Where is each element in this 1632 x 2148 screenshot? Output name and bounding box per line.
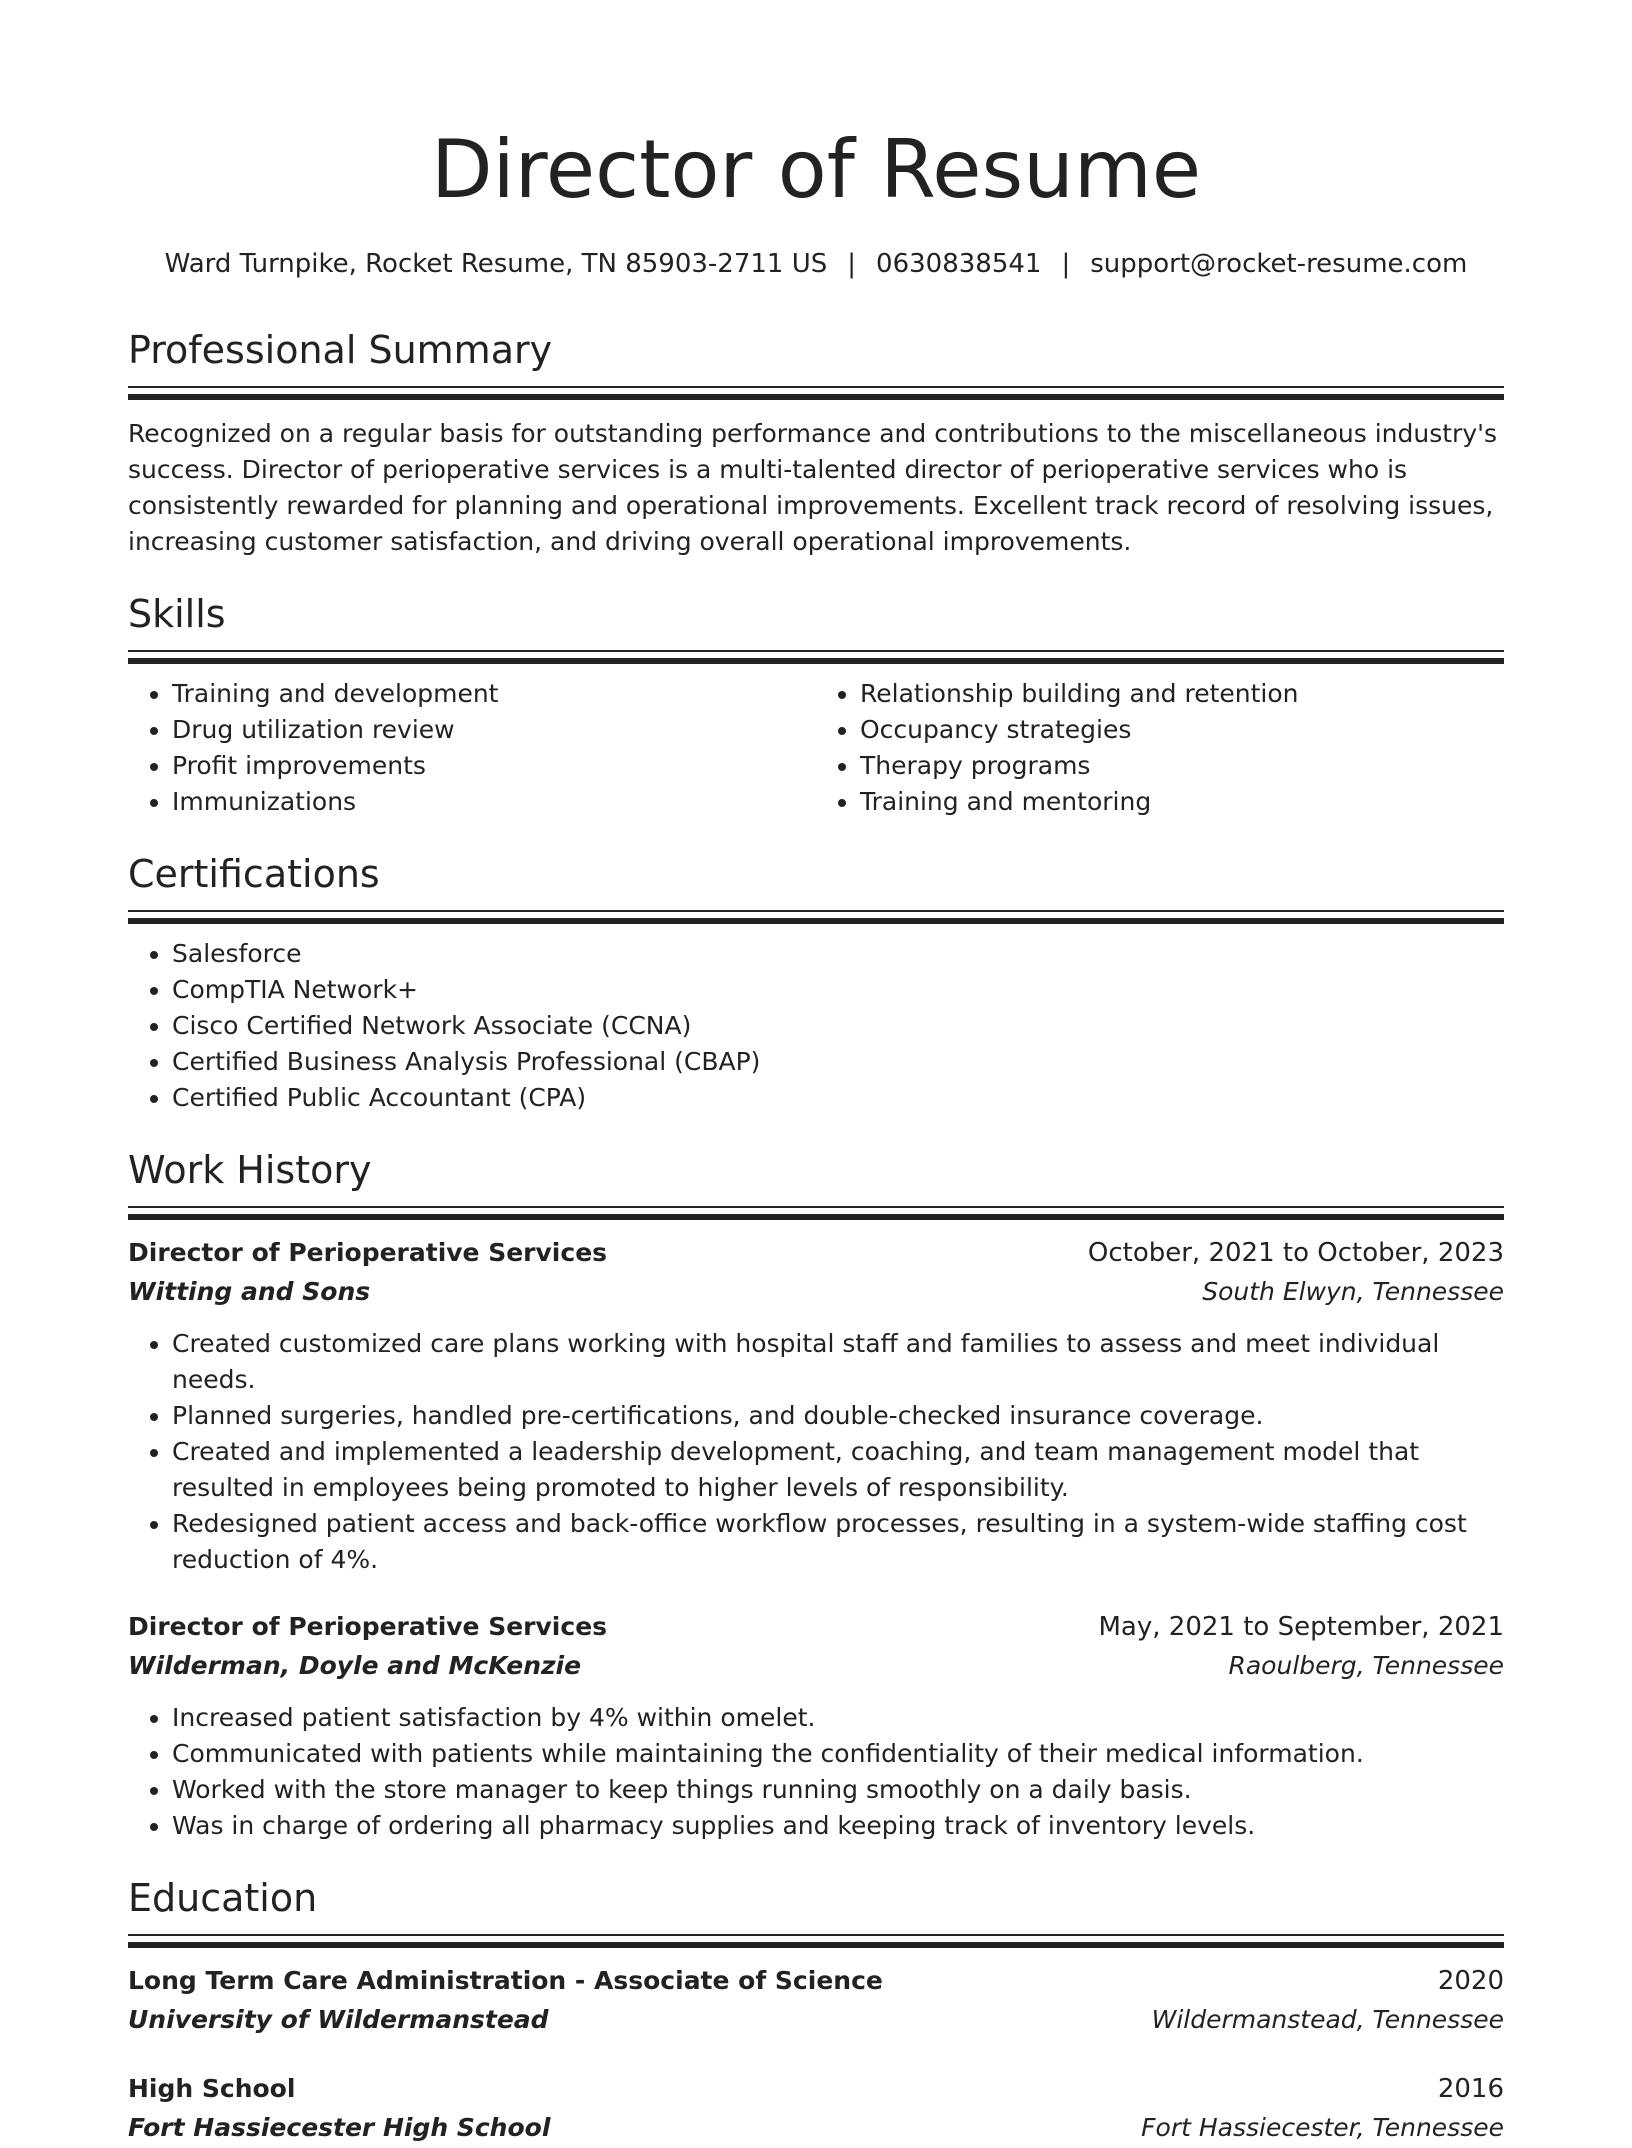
skills-columns <box>128 676 1504 820</box>
education-title: Education <box>128 1876 318 1920</box>
skills-title: Skills <box>128 592 226 636</box>
job-subheader <box>128 1272 1504 1312</box>
job-header <box>128 1234 1504 1272</box>
skill-item: • Immunizations <box>172 784 816 820</box>
skill-item: • Relationship building and retention <box>860 676 1504 712</box>
summary-title: Professional Summary <box>128 328 553 372</box>
section-divider <box>128 910 1504 924</box>
job-bullet: • Planned surgeries, handled pre-certifications, and double-checked insurance coverage. <box>172 1398 1504 1434</box>
certification-item: • Certified Business Analysis Professional (CBAP) <box>172 1044 1504 1080</box>
contact-address: Ward Turnpike, Rocket Resume, TN 85903-2711 US <box>164 249 828 279</box>
certification-item: • CompTIA Network+ <box>172 972 1504 1008</box>
contact-phone: 0630838541 <box>876 249 1042 279</box>
education-year: 2020 <box>1437 1966 1504 1996</box>
certification-item: • Certified Public Accountant (CPA) <box>172 1080 1504 1116</box>
education-degree: High School <box>128 2074 296 2103</box>
skill-item: • Drug utilization review <box>172 712 816 748</box>
job-bullet: • Redesigned patient access and back-office workflow processes, resulting in a system-wide staffing cost reduction of 4%. <box>172 1506 1504 1578</box>
job-entry <box>128 1608 1504 1844</box>
education-subheader <box>128 2000 1504 2040</box>
job-subheader <box>128 1646 1504 1686</box>
job-title: Director of Perioperative Services <box>128 1238 608 1267</box>
summary-text: Recognized on a regular basis for outstanding performance and contributions to the miscellaneous industry's success. Director of perioperative services is a multi-talented director of perioperative services who is consistently rewarded for planning and operational improvements. Excellent track record of resolving issues, increasing customer satisfaction, and driving overall operational improvements. <box>128 419 1498 556</box>
certifications-section <box>128 850 1504 1116</box>
job-location: South Elwyn, Tennessee <box>1202 1277 1504 1306</box>
skills-list-left <box>128 676 816 820</box>
education-entry <box>128 1962 1504 2040</box>
education-header <box>128 2070 1504 2108</box>
job-bullet: • Was in charge of ordering all pharmacy supplies and keeping track of inventory levels. <box>172 1808 1504 1844</box>
skill-item: • Therapy programs <box>860 748 1504 784</box>
section-divider <box>128 386 1504 400</box>
skills-list-right <box>816 676 1504 820</box>
work-title: Work History <box>128 1148 372 1192</box>
skills-section <box>128 590 1504 820</box>
work-section <box>128 1146 1504 1844</box>
certifications-title: Certifications <box>128 852 380 896</box>
job-bullets <box>128 1326 1504 1578</box>
job-title: Director of Perioperative Services <box>128 1612 608 1641</box>
certification-item: • Cisco Certified Network Associate (CCNA) <box>172 1008 1504 1044</box>
education-year: 2016 <box>1437 2074 1504 2104</box>
education-subheader <box>128 2108 1504 2148</box>
contact-separator: | <box>847 249 857 279</box>
job-company: Witting and Sons <box>128 1277 371 1306</box>
job-dates: October, 2021 to October, 2023 <box>1087 1238 1504 1268</box>
job-bullet: • Created and implemented a leadership development, coaching, and team management model that resulted in employees being promoted to higher levels of responsibility. <box>172 1434 1504 1506</box>
certification-item: • Salesforce <box>172 936 1504 972</box>
contact-separator: | <box>1061 249 1071 279</box>
section-divider <box>128 1206 1504 1220</box>
skill-item: • Training and mentoring <box>860 784 1504 820</box>
skill-item: • Profit improvements <box>172 748 816 784</box>
job-bullet: • Communicated with patients while maintaining the confidentiality of their medical information. <box>172 1736 1504 1772</box>
job-dates: May, 2021 to September, 2021 <box>1098 1612 1504 1642</box>
job-entry <box>128 1234 1504 1578</box>
job-bullet: • Increased patient satisfaction by 4% within omelet. <box>172 1700 1504 1736</box>
contact-email: support@rocket-resume.com <box>1090 249 1468 279</box>
job-location: Raoulberg, Tennessee <box>1228 1651 1504 1680</box>
job-bullet: • Created customized care plans working with hospital staff and families to assess and meet individual needs. <box>172 1326 1504 1398</box>
education-header <box>128 1962 1504 2000</box>
job-bullets <box>128 1700 1504 1844</box>
section-divider <box>128 650 1504 664</box>
certifications-list <box>128 936 1504 1116</box>
education-degree: Long Term Care Administration - Associate of Science <box>128 1966 883 1995</box>
education-school: Fort Hassiecester High School <box>128 2113 551 2142</box>
skill-item: • Occupancy strategies <box>860 712 1504 748</box>
section-divider <box>128 1934 1504 1948</box>
education-section <box>128 1874 1504 2148</box>
skill-item: • Training and development <box>172 676 816 712</box>
education-entry <box>128 2070 1504 2148</box>
job-company: Wilderman, Doyle and McKenzie <box>128 1651 582 1680</box>
summary-section <box>128 326 1504 560</box>
job-bullet: • Worked with the store manager to keep things running smoothly on a daily basis. <box>172 1772 1504 1808</box>
education-location: Fort Hassiecester, Tennessee <box>1141 2113 1504 2142</box>
contact-line <box>128 246 1504 282</box>
education-school: University of Wildermanstead <box>128 2005 549 2034</box>
education-location: Wildermanstead, Tennessee <box>1151 2005 1504 2034</box>
job-header <box>128 1608 1504 1646</box>
resume-name: Director of Resume <box>430 123 1202 216</box>
